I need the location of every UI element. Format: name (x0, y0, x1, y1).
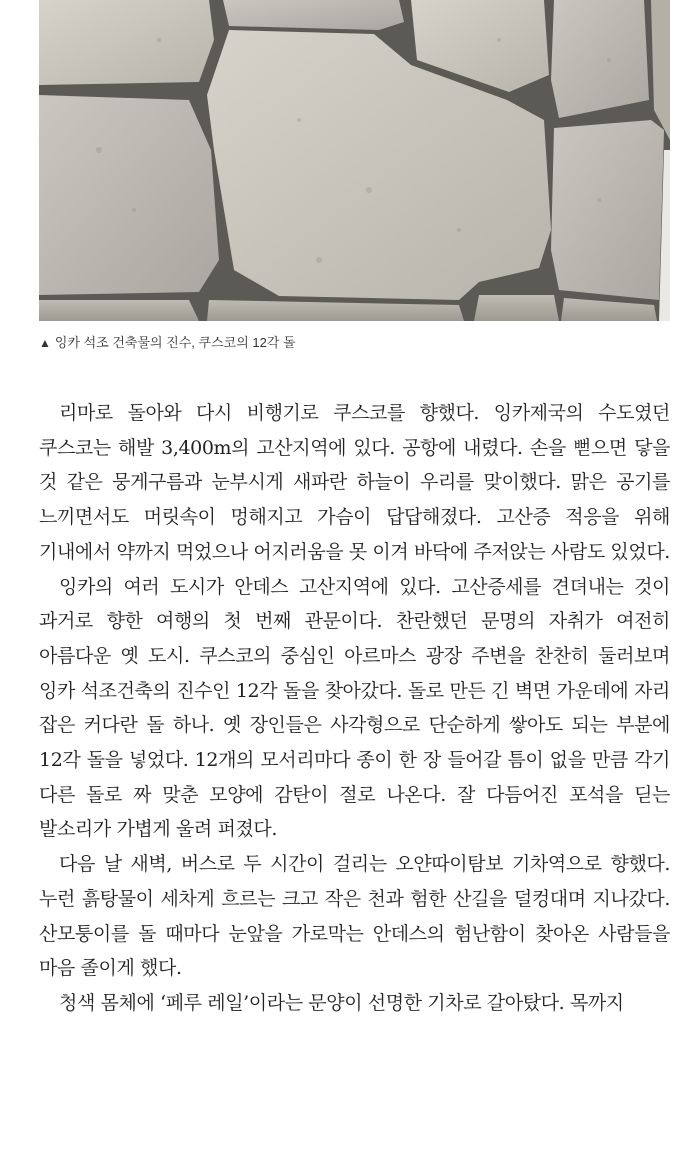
photo-caption (39, 332, 670, 351)
paragraph-3: 다음 날 새벽, 버스로 두 시간이 걸리는 오얀따이탐보 기차역으로 향했다. 누런 흙탕물이 세차게 흐르는 크고 작은 천과 험한 산길을 덜컹대며 지나갔다. 산모퉁이를 돌 때마다 눈앞을 가로막는 안데스의 험난함이 찾아온 사람들을 마음 졸이게 했다. (39, 853, 670, 980)
twelve-angled-stone-photo (39, 0, 670, 321)
paragraph-4: 청색 몸체에 ‘페루 레일’이라는 문양이 선명한 기차로 갈아탔다. 목까지 (59, 991, 624, 1014)
caption-text: 잉카 석조 건축물의 진수, 쿠스코의 12각 돌 (54, 335, 296, 350)
paragraph-2: 잉카의 여러 도시가 안데스 고산지역에 있다. 고산증세를 견뎌내는 것이 과거로 향한 여행의 첫 번째 관문이다. 찬란했던 문명의 자취가 여전히 아름다운 옛 도시. 쿠스코의 중심인 아르마스 광장 주변을 찬찬히 둘러보며 잉카 석조건축의 진수인 12각 돌을 찾아갔다. 돌로 만든 긴 벽면 가운데에 자리 잡은 커다란 돌 하나. 옛 장인들은 사각형으로 단순하게 쌓아도 되는 부분에 12각 돌을 넣었다. 12개의 모서리마다 종이 한 장 들어갈 틈이 없을 만큼 각기 다른 돌로 짜 맞춘 모양에 감탄이 절로 나온다. 잘 다듬어진 포석을 딛는 발소리가 가볍게 울려 퍼졌다. (39, 575, 671, 841)
caption-triangle-icon: ▲ (39, 336, 51, 350)
paragraph-1: 리마로 돌아와 다시 비행기로 쿠스코를 향했다. 잉카제국의 수도였던 쿠스코는 해발 3,400m의 고산지역에 있다. 공항에 내렸다. 손을 뻗으면 닿을 것 같은 뭉게구름과 눈부시게 새파란 하늘이 우리를 맞이했다. 맑은 공기를 느끼면서도 머릿속이 멍해지고 가슴이 답답해졌다. 고산증 적응을 위해 기내에서 약까지 먹었으나 어지러움을 못 이겨 바닥에 주저앉는 사람도 있었다. (39, 402, 670, 563)
article-body (39, 396, 670, 1021)
